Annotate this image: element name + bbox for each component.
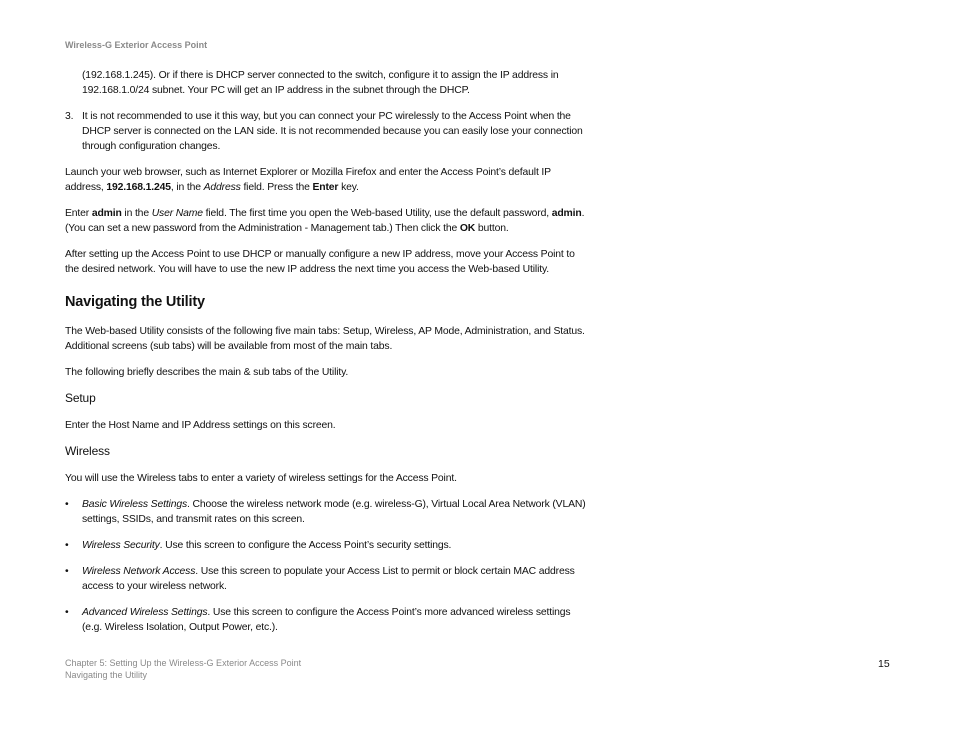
ip-address-bold: 192.168.1.245 [106, 182, 171, 193]
list-item [65, 564, 590, 594]
after-setup-paragraph: After setting up the Access Point to use DHCP or manually configure a new IP address, move your Access Point to the desired network. You will have to use the new IP address the next time you access the Web-based Utility. [65, 249, 575, 275]
list-item-term: Basic Wireless Settings [82, 499, 188, 510]
list-item-term: Wireless Security [82, 540, 160, 551]
list-item-desc: . Use this screen to populate your Access List to permit or block certain MAC address access to your wireless network. [82, 566, 575, 592]
running-header: Wireless-G Exterior Access Point [65, 40, 208, 50]
bullet-icon: • [65, 566, 69, 577]
enter-key-bold: Enter [312, 182, 339, 193]
bullet-icon: • [65, 607, 69, 618]
list-item-desc: . Use this screen to configure the Access Point’s security settings. [159, 540, 452, 551]
username-bold: admin [91, 208, 122, 219]
text-run: key. [338, 182, 359, 193]
page-content [65, 68, 590, 646]
list-item [65, 538, 590, 553]
list-item [65, 605, 590, 635]
text-run: in the [121, 208, 152, 219]
page-footer [65, 657, 301, 681]
section-describes-paragraph: The following briefly describes the main & sub tabs of the Utility. [65, 367, 349, 378]
login-paragraph [65, 206, 590, 236]
text-run: Enter [65, 208, 92, 219]
bullet-icon: • [65, 540, 69, 551]
list-item-term: Wireless Network Access [82, 566, 196, 577]
text-run: Launch your web browser, such as Internet Explorer or Mozilla Firefox and enter the Access Point’s default IP address, [65, 167, 551, 193]
page-number: 15 [878, 658, 890, 670]
list-item [65, 497, 590, 527]
item-number: 3. [65, 111, 74, 122]
list-item-term: Advanced Wireless Settings [82, 607, 208, 618]
ok-button-bold: OK [459, 223, 476, 234]
wireless-paragraph: You will use the Wireless tabs to enter a variety of wireless settings for the Access Point. [65, 473, 457, 484]
section-heading: Navigating the Utility [65, 294, 205, 310]
password-bold: admin [551, 208, 582, 219]
footer-chapter: Chapter 5: Setting Up the Wireless-G Exterior Access Point [65, 658, 302, 668]
text-run: field. The first time you open the Web-based Utility, use the default password, [202, 208, 552, 219]
list-item-desc: . Use this screen to configure the Access Point’s more advanced wireless settings (e.g. Wireless Isolation, Output Power, etc.). [82, 607, 571, 633]
item-text: It is not recommended to use it this way, but you can connect your PC wirelessly to the Access Point when the DHCP server is connected on the LAN side. It is not recommended because you can easily lose your connection through configuration changes. [82, 111, 583, 152]
footer-section: Navigating the Utility [65, 670, 148, 680]
wireless-bullet-list [65, 497, 590, 635]
text-run: field. Press the [240, 182, 313, 193]
launch-browser-paragraph [65, 165, 590, 195]
setup-paragraph: Enter the Host Name and IP Address settings on this screen. [65, 420, 336, 431]
text-run: , in the [170, 182, 204, 193]
section-intro-paragraph: The Web-based Utility consists of the following five main tabs: Setup, Wireless, AP Mode, Administration, and Status. Additional screens (sub tabs) will be available from most of the main tabs. [65, 326, 585, 352]
wireless-heading: Wireless [65, 444, 110, 458]
numbered-item-3 [65, 109, 590, 154]
bullet-icon: • [65, 499, 69, 510]
continued-paragraph: (192.168.1.245). Or if there is DHCP server connected to the switch, configure it to assign the IP address in 192.168.1.0/24 subnet. Your PC will get an IP address in the subnet through the DHCP. [82, 70, 559, 96]
text-run: button. [475, 223, 509, 234]
address-field-italic: Address [203, 182, 241, 193]
list-item-desc: . Choose the wireless network mode (e.g. wireless-G), Virtual Local Area Network (VLAN) settings, SSIDs, and transmit rates on this screen. [82, 499, 586, 525]
username-field-italic: User Name [151, 208, 203, 219]
setup-heading: Setup [65, 391, 96, 405]
text-run: . (You can set a new password from the Administration - Management tab.) Then click the [65, 208, 585, 234]
